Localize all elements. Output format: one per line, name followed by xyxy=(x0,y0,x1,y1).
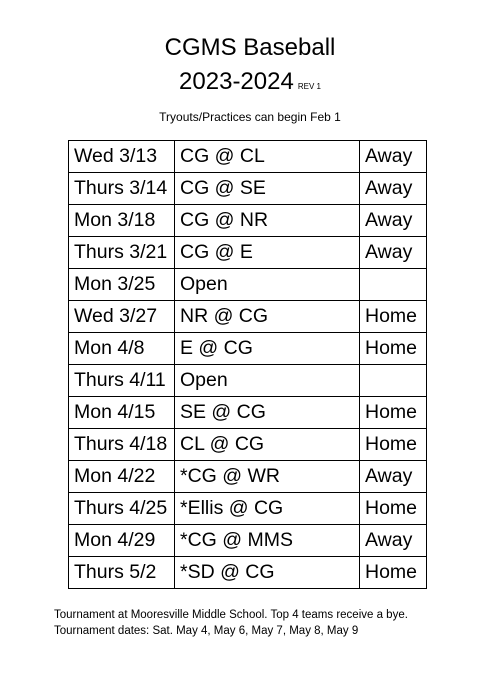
matchup-cell: CG @ CL xyxy=(175,141,360,173)
date-cell: Thurs 4/11 xyxy=(69,365,175,397)
schedule-body xyxy=(69,141,427,589)
matchup-cell: E @ CG xyxy=(175,333,360,365)
page-title: CGMS Baseball xyxy=(164,34,336,61)
location-cell: Away xyxy=(360,461,427,493)
season-label: 2023-2024 xyxy=(179,68,294,95)
date-cell: Thurs 3/21 xyxy=(69,237,175,269)
schedule-row xyxy=(69,333,427,365)
location-cell: Home xyxy=(360,557,427,589)
matchup-cell: *CG @ WR xyxy=(175,461,360,493)
tournament-dates: Tournament dates: Sat. May 4, May 6, May 7, May 8, May 9 xyxy=(54,625,359,637)
matchup-cell: SE @ CG xyxy=(175,397,360,429)
location-cell xyxy=(360,269,427,301)
schedule-row xyxy=(69,429,427,461)
location-cell: Home xyxy=(360,493,427,525)
matchup-cell: NR @ CG xyxy=(175,301,360,333)
matchup-cell: CL @ CG xyxy=(175,429,360,461)
schedule-row xyxy=(69,365,427,397)
date-cell: Mon 3/18 xyxy=(69,205,175,237)
matchup-cell: Open xyxy=(175,365,360,397)
tryouts-note: Tryouts/Practices can begin Feb 1 xyxy=(159,110,341,124)
schedule-row xyxy=(69,269,427,301)
date-cell: Thurs 5/2 xyxy=(69,557,175,589)
revision-label: REV 1 xyxy=(297,82,321,91)
matchup-cell: *SD @ CG xyxy=(175,557,360,589)
matchup-cell: CG @ SE xyxy=(175,173,360,205)
matchup-cell: *Ellis @ CG xyxy=(175,493,360,525)
date-cell: Thurs 4/25 xyxy=(69,493,175,525)
date-cell: Mon 4/8 xyxy=(69,333,175,365)
schedule-row xyxy=(69,461,427,493)
location-cell: Away xyxy=(360,141,427,173)
schedule-table xyxy=(68,140,427,589)
matchup-cell: *CG @ MMS xyxy=(175,525,360,557)
schedule-row xyxy=(69,173,427,205)
location-cell: Away xyxy=(360,205,427,237)
schedule-row xyxy=(69,525,427,557)
matchup-cell: Open xyxy=(175,269,360,301)
tournament-note: Tournament at Mooresville Middle School. Top 4 teams receive a bye. xyxy=(54,609,408,621)
date-cell: Thurs 3/14 xyxy=(69,173,175,205)
location-cell: Away xyxy=(360,237,427,269)
date-cell: Mon 4/29 xyxy=(69,525,175,557)
location-cell xyxy=(360,365,427,397)
location-cell: Away xyxy=(360,525,427,557)
date-cell: Wed 3/13 xyxy=(69,141,175,173)
schedule-row xyxy=(69,493,427,525)
date-cell: Thurs 4/18 xyxy=(69,429,175,461)
location-cell: Home xyxy=(360,397,427,429)
location-cell: Home xyxy=(360,301,427,333)
date-cell: Mon 4/22 xyxy=(69,461,175,493)
date-cell: Mon 4/15 xyxy=(69,397,175,429)
schedule-row xyxy=(69,397,427,429)
schedule-row xyxy=(69,205,427,237)
location-cell: Away xyxy=(360,173,427,205)
schedule-row xyxy=(69,301,427,333)
location-cell: Home xyxy=(360,429,427,461)
matchup-cell: CG @ NR xyxy=(175,205,360,237)
season-heading xyxy=(0,68,500,101)
location-cell: Home xyxy=(360,333,427,365)
schedule-row xyxy=(69,557,427,589)
date-cell: Wed 3/27 xyxy=(69,301,175,333)
schedule-row xyxy=(69,237,427,269)
schedule-row xyxy=(69,141,427,173)
matchup-cell: CG @ E xyxy=(175,237,360,269)
date-cell: Mon 3/25 xyxy=(69,269,175,301)
